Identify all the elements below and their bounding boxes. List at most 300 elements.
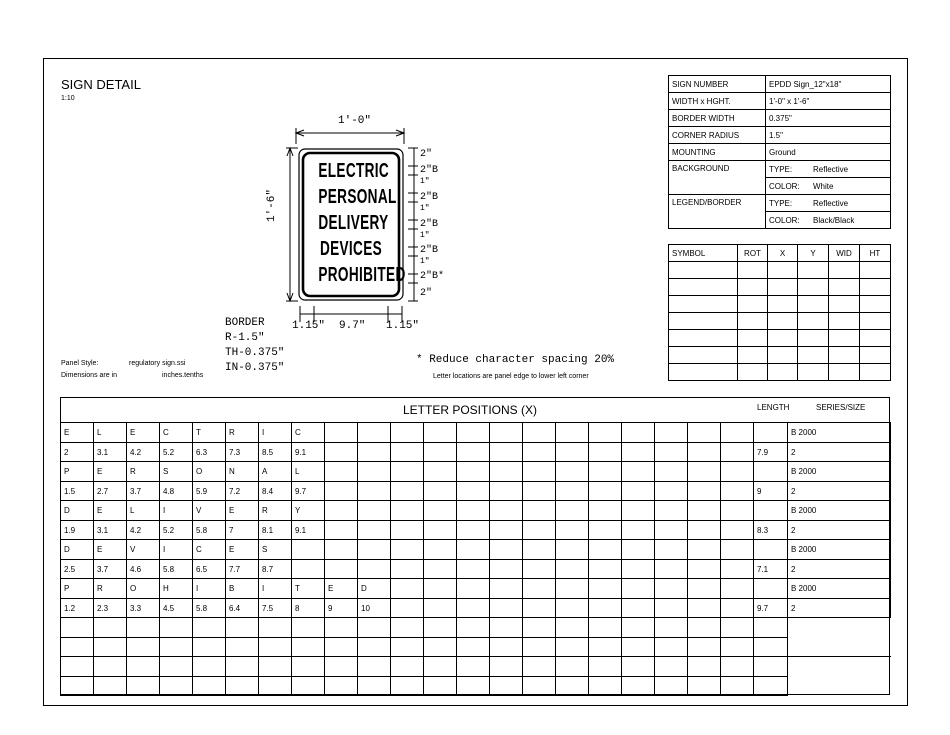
right-dim-1: 2" xyxy=(420,149,433,160)
info-key: MOUNTING xyxy=(669,144,766,161)
position-cell xyxy=(721,521,754,540)
position-cell xyxy=(622,599,655,618)
position-cell xyxy=(457,521,490,540)
symbol-cell xyxy=(829,364,860,381)
position-cell xyxy=(622,521,655,540)
background-color xyxy=(766,178,891,195)
info-key: WIDTH x HGHT. xyxy=(669,93,766,110)
letter-cell: L xyxy=(94,423,127,443)
position-cell: 2.5 xyxy=(61,560,94,579)
position-cell xyxy=(523,521,556,540)
letter-cell: R xyxy=(259,501,292,521)
position-cell: 8.1 xyxy=(259,521,292,540)
letter-cell xyxy=(721,462,754,482)
letter-cell xyxy=(259,657,292,677)
symbol-row xyxy=(669,313,891,330)
dimensions-value: inches.tenths xyxy=(162,372,204,379)
letter-cell xyxy=(622,657,655,677)
symbol-cell xyxy=(768,347,798,364)
position-cell xyxy=(655,560,688,579)
sign-height-label: 1'-6" xyxy=(266,188,278,222)
background-color-value: White xyxy=(813,181,834,191)
letter-cell xyxy=(523,501,556,521)
letter-cell: D xyxy=(61,501,94,521)
right-dim-4: 2"B xyxy=(420,192,439,203)
info-row xyxy=(669,110,891,127)
letter-cell xyxy=(61,657,94,677)
letter-cell xyxy=(325,462,358,482)
position-cell xyxy=(589,560,622,579)
position-cell xyxy=(589,443,622,462)
position-cell xyxy=(292,560,325,579)
symbol-row xyxy=(669,296,891,313)
locations-note: Letter locations are panel edge to lower left corner xyxy=(433,373,589,380)
position-cell xyxy=(292,638,325,657)
series-cell: 2 xyxy=(788,560,891,579)
position-cell xyxy=(622,677,655,696)
position-row xyxy=(61,599,891,618)
blank-series-cell xyxy=(788,618,891,657)
letter-cell xyxy=(325,657,358,677)
position-cell xyxy=(688,638,721,657)
symbol-cell xyxy=(738,364,768,381)
letter-cell xyxy=(292,657,325,677)
letter-cell xyxy=(721,423,754,443)
position-cell: 9.1 xyxy=(292,443,325,462)
letter-row xyxy=(61,618,891,638)
symbol-cell xyxy=(768,313,798,330)
position-cell xyxy=(655,521,688,540)
position-cell: 4.8 xyxy=(160,482,193,501)
symbol-cell xyxy=(768,279,798,296)
background-color-label: COLOR: xyxy=(769,181,800,191)
position-cell xyxy=(721,482,754,501)
position-cell xyxy=(127,677,160,696)
position-cell: 4.2 xyxy=(127,443,160,462)
position-cell xyxy=(325,443,358,462)
position-cell xyxy=(160,677,193,696)
symbol-cell xyxy=(669,262,738,279)
series-cell: B 2000 xyxy=(788,579,891,599)
position-cell xyxy=(325,677,358,696)
letter-cell: I xyxy=(160,501,193,521)
position-cell: 7.2 xyxy=(226,482,259,501)
letter-cell xyxy=(358,657,391,677)
length-cell xyxy=(754,540,788,560)
position-cell xyxy=(688,677,721,696)
position-cell xyxy=(556,521,589,540)
background-type xyxy=(766,161,891,178)
letter-cell: E xyxy=(226,540,259,560)
position-cell: 8.4 xyxy=(259,482,292,501)
info-value: 0.375" xyxy=(766,110,891,127)
position-cell xyxy=(226,638,259,657)
series-size-header: SERIES/SIZE xyxy=(816,403,866,412)
letter-cell xyxy=(94,618,127,638)
position-cell: 1.5 xyxy=(61,482,94,501)
position-cell xyxy=(688,560,721,579)
symbol-cell xyxy=(798,296,829,313)
position-cell xyxy=(622,443,655,462)
position-cell xyxy=(622,560,655,579)
wid-col-header: WID xyxy=(829,245,860,262)
letter-cell: Y xyxy=(292,501,325,521)
letter-cell xyxy=(490,501,523,521)
symbol-cell xyxy=(738,330,768,347)
position-cell xyxy=(457,443,490,462)
y-col-header: Y xyxy=(798,245,829,262)
position-cell xyxy=(160,638,193,657)
letter-cell xyxy=(358,501,391,521)
sign-detail-title: SIGN DETAIL xyxy=(61,77,141,92)
letter-cell xyxy=(556,579,589,599)
panel-style-value: regulatory sign.ssi xyxy=(129,360,186,367)
position-cell xyxy=(457,560,490,579)
position-row xyxy=(61,677,891,696)
letter-cell xyxy=(589,540,622,560)
position-cell xyxy=(358,521,391,540)
position-cell: 3.1 xyxy=(94,521,127,540)
letter-cell xyxy=(523,462,556,482)
position-cell xyxy=(523,638,556,657)
letter-cell xyxy=(721,540,754,560)
letter-cell xyxy=(622,423,655,443)
sign-line-2: PERSONAL xyxy=(318,186,397,208)
letter-cell: L xyxy=(292,462,325,482)
letter-cell: E xyxy=(94,540,127,560)
position-cell xyxy=(523,599,556,618)
right-dim-8: 2"B xyxy=(420,245,439,256)
length-cell: 9 xyxy=(754,482,788,501)
letter-cell xyxy=(259,618,292,638)
letter-cell xyxy=(490,579,523,599)
letter-cell: E xyxy=(94,462,127,482)
letter-cell: E xyxy=(127,423,160,443)
letter-cell: I xyxy=(160,540,193,560)
position-cell: 10 xyxy=(358,599,391,618)
panel-style-label: Panel Style: xyxy=(61,360,99,367)
symbol-cell xyxy=(829,296,860,313)
background-label: BACKGROUND xyxy=(669,161,766,195)
position-row xyxy=(61,482,891,501)
info-value: 1'-0" x 1'-6" xyxy=(766,93,891,110)
letter-cell xyxy=(589,657,622,677)
position-cell xyxy=(490,638,523,657)
symbol-row xyxy=(669,262,891,279)
series-cell: 2 xyxy=(788,482,891,501)
position-cell xyxy=(424,677,457,696)
position-row xyxy=(61,638,891,657)
letter-cell xyxy=(358,423,391,443)
position-cell xyxy=(721,599,754,618)
symbol-cell xyxy=(669,313,738,330)
letter-cell xyxy=(226,618,259,638)
letter-cell xyxy=(292,540,325,560)
letter-cell: S xyxy=(160,462,193,482)
symbol-cell xyxy=(738,296,768,313)
letter-cell xyxy=(655,501,688,521)
length-cell: 7.1 xyxy=(754,560,788,579)
position-cell xyxy=(490,521,523,540)
symbol-cell xyxy=(860,279,891,296)
letter-row xyxy=(61,423,891,443)
position-cell xyxy=(61,677,94,696)
letter-row xyxy=(61,579,891,599)
position-cell xyxy=(358,482,391,501)
letter-cell xyxy=(160,618,193,638)
letter-cell xyxy=(457,618,490,638)
letter-cell: O xyxy=(127,579,160,599)
position-row xyxy=(61,560,891,579)
position-cell: 6.4 xyxy=(226,599,259,618)
position-cell xyxy=(655,482,688,501)
letter-cell xyxy=(688,501,721,521)
letter-cell xyxy=(556,501,589,521)
symbol-cell xyxy=(768,262,798,279)
series-cell: 2 xyxy=(788,521,891,540)
position-cell xyxy=(424,482,457,501)
letter-cell: I xyxy=(259,579,292,599)
letter-cell: E xyxy=(94,501,127,521)
series-cell: 2 xyxy=(788,443,891,462)
position-cell xyxy=(457,599,490,618)
length-cell: 7.9 xyxy=(754,443,788,462)
symbol-cell xyxy=(738,347,768,364)
symbol-cell xyxy=(829,330,860,347)
letter-cell: T xyxy=(292,579,325,599)
symbol-cell xyxy=(798,313,829,330)
position-cell xyxy=(358,560,391,579)
letter-row xyxy=(61,540,891,560)
letter-cell xyxy=(622,462,655,482)
letter-positions-title: LETTER POSITIONS (X) xyxy=(403,403,538,417)
symbol-cell xyxy=(829,313,860,330)
letter-cell: O xyxy=(193,462,226,482)
border-inset-note: IN-0.375" xyxy=(225,362,285,374)
position-cell xyxy=(61,638,94,657)
position-cell: 7.3 xyxy=(226,443,259,462)
position-cell xyxy=(523,560,556,579)
position-cell xyxy=(523,482,556,501)
letter-cell xyxy=(127,657,160,677)
blank-series-cell xyxy=(788,657,891,696)
position-cell xyxy=(556,677,589,696)
letter-cell xyxy=(589,501,622,521)
letter-cell xyxy=(523,540,556,560)
letter-cell xyxy=(457,462,490,482)
symbol-cell xyxy=(798,330,829,347)
position-cell xyxy=(490,482,523,501)
symbol-cell xyxy=(669,296,738,313)
symbol-cell xyxy=(669,279,738,296)
letter-cell xyxy=(556,618,589,638)
position-cell: 7.5 xyxy=(259,599,292,618)
symbol-cell xyxy=(829,347,860,364)
info-row xyxy=(669,195,891,212)
letter-cell xyxy=(457,423,490,443)
letter-cell xyxy=(688,618,721,638)
symbol-cell xyxy=(738,262,768,279)
letter-cell xyxy=(424,579,457,599)
position-cell: 4.6 xyxy=(127,560,160,579)
right-dim-3: 1" xyxy=(420,177,430,186)
letter-cell: P xyxy=(61,579,94,599)
position-cell xyxy=(721,443,754,462)
letter-cell: E xyxy=(61,423,94,443)
symbol-cell xyxy=(829,262,860,279)
position-cell xyxy=(523,677,556,696)
position-cell: 4.2 xyxy=(127,521,160,540)
letter-cell xyxy=(391,540,424,560)
position-cell xyxy=(391,560,424,579)
sign-line-3: DELIVERY xyxy=(318,212,389,234)
letter-cell: A xyxy=(259,462,292,482)
legend-color-value: Black/Black xyxy=(813,215,855,225)
symbol-row xyxy=(669,330,891,347)
position-cell: 5.2 xyxy=(160,521,193,540)
position-cell: 8 xyxy=(292,599,325,618)
symbol-cell xyxy=(768,364,798,381)
position-cell xyxy=(127,638,160,657)
letter-cell xyxy=(424,540,457,560)
position-cell xyxy=(556,443,589,462)
letter-cell xyxy=(556,423,589,443)
symbol-cell xyxy=(669,364,738,381)
letter-row xyxy=(61,657,891,677)
letter-cell xyxy=(457,657,490,677)
position-cell xyxy=(358,677,391,696)
letter-cell xyxy=(325,423,358,443)
right-dim-7: 1" xyxy=(420,231,430,240)
letter-cell xyxy=(424,501,457,521)
position-cell xyxy=(424,521,457,540)
letter-positions-table xyxy=(60,422,891,696)
symbol-row xyxy=(669,347,891,364)
letter-cell xyxy=(391,423,424,443)
background-type-value: Reflective xyxy=(813,164,849,174)
letter-cell xyxy=(391,579,424,599)
letter-cell xyxy=(655,579,688,599)
letter-cell xyxy=(589,618,622,638)
position-cell: 2.7 xyxy=(94,482,127,501)
right-dim-9: 1" xyxy=(420,257,430,266)
position-cell xyxy=(391,443,424,462)
info-key: BORDER WIDTH xyxy=(669,110,766,127)
border-thickness-note: TH-0.375" xyxy=(225,347,285,359)
series-cell: B 2000 xyxy=(788,501,891,521)
legend-color xyxy=(766,212,891,229)
position-cell xyxy=(490,677,523,696)
position-cell: 2 xyxy=(61,443,94,462)
position-cell xyxy=(457,482,490,501)
bottom-dim-mid: 9.7" xyxy=(339,320,366,332)
sign-detail-scale: 1:10 xyxy=(61,95,75,102)
letter-cell xyxy=(721,579,754,599)
position-cell xyxy=(721,677,754,696)
position-cell xyxy=(655,638,688,657)
symbol-cell xyxy=(738,313,768,330)
position-cell: 3.3 xyxy=(127,599,160,618)
right-dim-11: 2" xyxy=(420,288,433,299)
letter-cell xyxy=(655,462,688,482)
letter-cell xyxy=(424,618,457,638)
position-cell: 5.8 xyxy=(160,560,193,579)
x-col-header: X xyxy=(768,245,798,262)
position-cell: 9.1 xyxy=(292,521,325,540)
series-cell: 2 xyxy=(788,599,891,618)
position-cell xyxy=(94,638,127,657)
letter-cell xyxy=(622,501,655,521)
letter-cell xyxy=(721,657,754,677)
ht-col-header: HT xyxy=(860,245,891,262)
position-cell: 7 xyxy=(226,521,259,540)
legend-type xyxy=(766,195,891,212)
letter-cell: E xyxy=(226,501,259,521)
sign-line-5: PROHIBITED xyxy=(318,264,406,286)
series-cell: B 2000 xyxy=(788,423,891,443)
position-cell: 1.9 xyxy=(61,521,94,540)
symbol-cell xyxy=(860,296,891,313)
position-cell: 9 xyxy=(325,599,358,618)
letter-cell xyxy=(556,462,589,482)
letter-cell xyxy=(490,462,523,482)
letter-cell xyxy=(193,618,226,638)
letter-cell xyxy=(61,618,94,638)
symbol-cell xyxy=(860,313,891,330)
letter-cell: R xyxy=(226,423,259,443)
legend-border-label: LEGEND/BORDER xyxy=(669,195,766,229)
letter-cell: I xyxy=(259,423,292,443)
symbol-cell xyxy=(829,279,860,296)
letter-cell xyxy=(589,579,622,599)
legend-type-label: TYPE: xyxy=(769,198,793,208)
letter-cell: D xyxy=(61,540,94,560)
letter-cell xyxy=(490,423,523,443)
symbol-cell xyxy=(798,347,829,364)
letter-cell: S xyxy=(259,540,292,560)
letter-cell: P xyxy=(61,462,94,482)
position-cell xyxy=(358,443,391,462)
info-value: EPDD Sign_12"x18" xyxy=(766,76,891,93)
position-cell xyxy=(193,677,226,696)
letter-cell xyxy=(193,657,226,677)
letter-cell: V xyxy=(127,540,160,560)
position-cell: 6.3 xyxy=(193,443,226,462)
position-cell: 7.7 xyxy=(226,560,259,579)
position-cell xyxy=(556,599,589,618)
length-cell xyxy=(754,657,788,677)
position-cell xyxy=(391,599,424,618)
letter-cell xyxy=(391,501,424,521)
position-cell xyxy=(688,443,721,462)
letter-cell xyxy=(325,618,358,638)
letter-cell xyxy=(424,657,457,677)
letter-cell: N xyxy=(226,462,259,482)
letter-cell: D xyxy=(358,579,391,599)
length-cell xyxy=(754,677,788,696)
position-cell: 2.3 xyxy=(94,599,127,618)
position-cell xyxy=(193,638,226,657)
letter-cell xyxy=(523,618,556,638)
letter-cell: C xyxy=(193,540,226,560)
position-cell xyxy=(556,560,589,579)
symbol-table xyxy=(668,244,891,381)
position-cell: 5.9 xyxy=(193,482,226,501)
letter-cell xyxy=(424,462,457,482)
letter-cell xyxy=(655,657,688,677)
right-dim-2: 2"B xyxy=(420,165,439,176)
info-key: CORNER RADIUS xyxy=(669,127,766,144)
